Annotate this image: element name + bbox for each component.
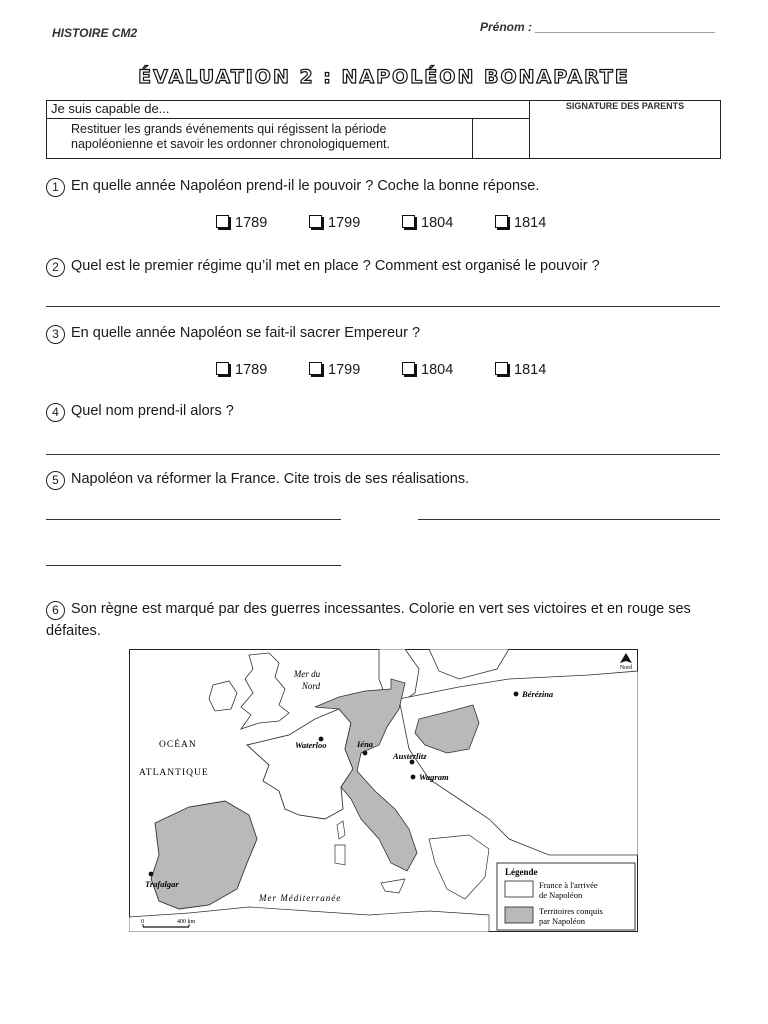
europe-map [129, 649, 638, 932]
battle-trafalgar: Trafalgar [145, 879, 179, 889]
battle-austerlitz: Austerlitz [393, 751, 427, 761]
legend-conquered-2: par Napoléon [539, 916, 586, 926]
question-2 [46, 258, 600, 277]
skill-evaluation-cell[interactable] [473, 119, 530, 159]
north-label: Nord [619, 665, 633, 671]
checkbox-icon[interactable] [402, 362, 415, 375]
north-sea-label-1: Mer du [293, 669, 321, 679]
med-sea-label: Mer Méditerranée [259, 893, 342, 903]
trafalgar-dot [149, 872, 154, 877]
class-label: HISTOIRE CM2 [52, 26, 138, 40]
q1-option-1789[interactable]: 1789 [216, 215, 267, 231]
legend-france-2: de Napoléon [539, 890, 583, 900]
checkbox-icon[interactable] [216, 362, 229, 375]
answer-line-q5-1[interactable] [46, 519, 341, 520]
checkbox-icon[interactable] [309, 362, 322, 375]
answer-line-q5-2[interactable] [418, 519, 720, 520]
question-number: 3 [46, 325, 65, 344]
legend-title: Légende [505, 867, 538, 877]
parent-signature-cell[interactable]: SIGNATURE DES PARENTS [530, 101, 721, 159]
question-text: Quel nom prend-il alors ? [71, 403, 234, 419]
checkbox-icon[interactable] [495, 215, 508, 228]
question-3 [46, 325, 420, 344]
page-title: ÉVALUATION 2 : NAPOLÉON BONAPARTE [138, 66, 630, 88]
berezina-dot [514, 692, 519, 697]
question-5 [46, 471, 469, 490]
skills-table [46, 100, 721, 159]
battle-waterloo: Waterloo [295, 740, 327, 750]
question-text: En quelle année Napoléon se fait-il sacrer Empereur ? [71, 325, 421, 341]
name-field[interactable]: Prénom : ___________________________ [480, 20, 716, 34]
q3-option-1804[interactable]: 1804 [402, 362, 453, 378]
question-text: Napoléon va réformer la France. Cite trois de ses réalisations. [71, 471, 470, 487]
answer-line-q2[interactable] [46, 306, 720, 307]
sardinia [335, 845, 345, 865]
question-number: 2 [46, 258, 65, 277]
checkbox-icon[interactable] [309, 215, 322, 228]
scale-distance: 400 km [177, 919, 196, 925]
legend-conquered-1: Territoires conquis [539, 906, 603, 916]
question-text: Son règne est marqué par des guerres incessantes. Colorie en vert ses victoires et en rouge ses défaites. [46, 601, 691, 639]
ocean-label-2: ATLANTIQUE [139, 768, 209, 778]
map-legend [497, 863, 635, 930]
legend-swatch-france [505, 881, 533, 897]
question-number: 1 [46, 178, 65, 197]
question-number: 6 [46, 601, 65, 620]
question-text: En quelle année Napoléon prend-il le pouvoir ? Coche la bonne réponse. [71, 178, 540, 194]
battle-iena: Iéna [357, 739, 374, 749]
scale-zero: 0 [141, 919, 144, 925]
skill-criterion: Restituer les grands événements qui régissent la période napoléonienne et savoir les ordonner chronologiquement. [47, 119, 473, 159]
question-number: 5 [46, 471, 65, 490]
legend-france-1: France à l'arrivée [539, 880, 598, 890]
question-6 [46, 598, 726, 642]
checkbox-icon[interactable] [495, 362, 508, 375]
q1-option-1814[interactable]: 1814 [495, 215, 546, 231]
q1-option-1799[interactable]: 1799 [309, 215, 360, 231]
q3-option-1814[interactable]: 1814 [495, 362, 546, 378]
ocean-label-1: OCÉAN [159, 740, 197, 750]
legend-swatch-conquered [505, 907, 533, 923]
battle-wagram: Wagram [419, 772, 449, 782]
q1-option-1804[interactable]: 1804 [402, 215, 453, 231]
question-number: 4 [46, 403, 65, 422]
checkbox-icon[interactable] [402, 215, 415, 228]
skills-header: Je suis capable de... [47, 101, 530, 119]
checkbox-icon[interactable] [216, 215, 229, 228]
answer-line-q4[interactable] [46, 454, 720, 455]
question-4 [46, 403, 234, 422]
question-1 [46, 178, 539, 197]
q3-option-1799[interactable]: 1799 [309, 362, 360, 378]
iena-dot [363, 751, 368, 756]
wagram-dot [411, 775, 416, 780]
q3-option-1789[interactable]: 1789 [216, 362, 267, 378]
battle-berezina: Bérézina [522, 689, 554, 699]
north-sea-label-2: Nord [301, 681, 321, 691]
question-text: Quel est le premier régime qu’il met en place ? Comment est organisé le pouvoir ? [71, 258, 600, 274]
answer-line-q5-3[interactable] [46, 565, 341, 566]
